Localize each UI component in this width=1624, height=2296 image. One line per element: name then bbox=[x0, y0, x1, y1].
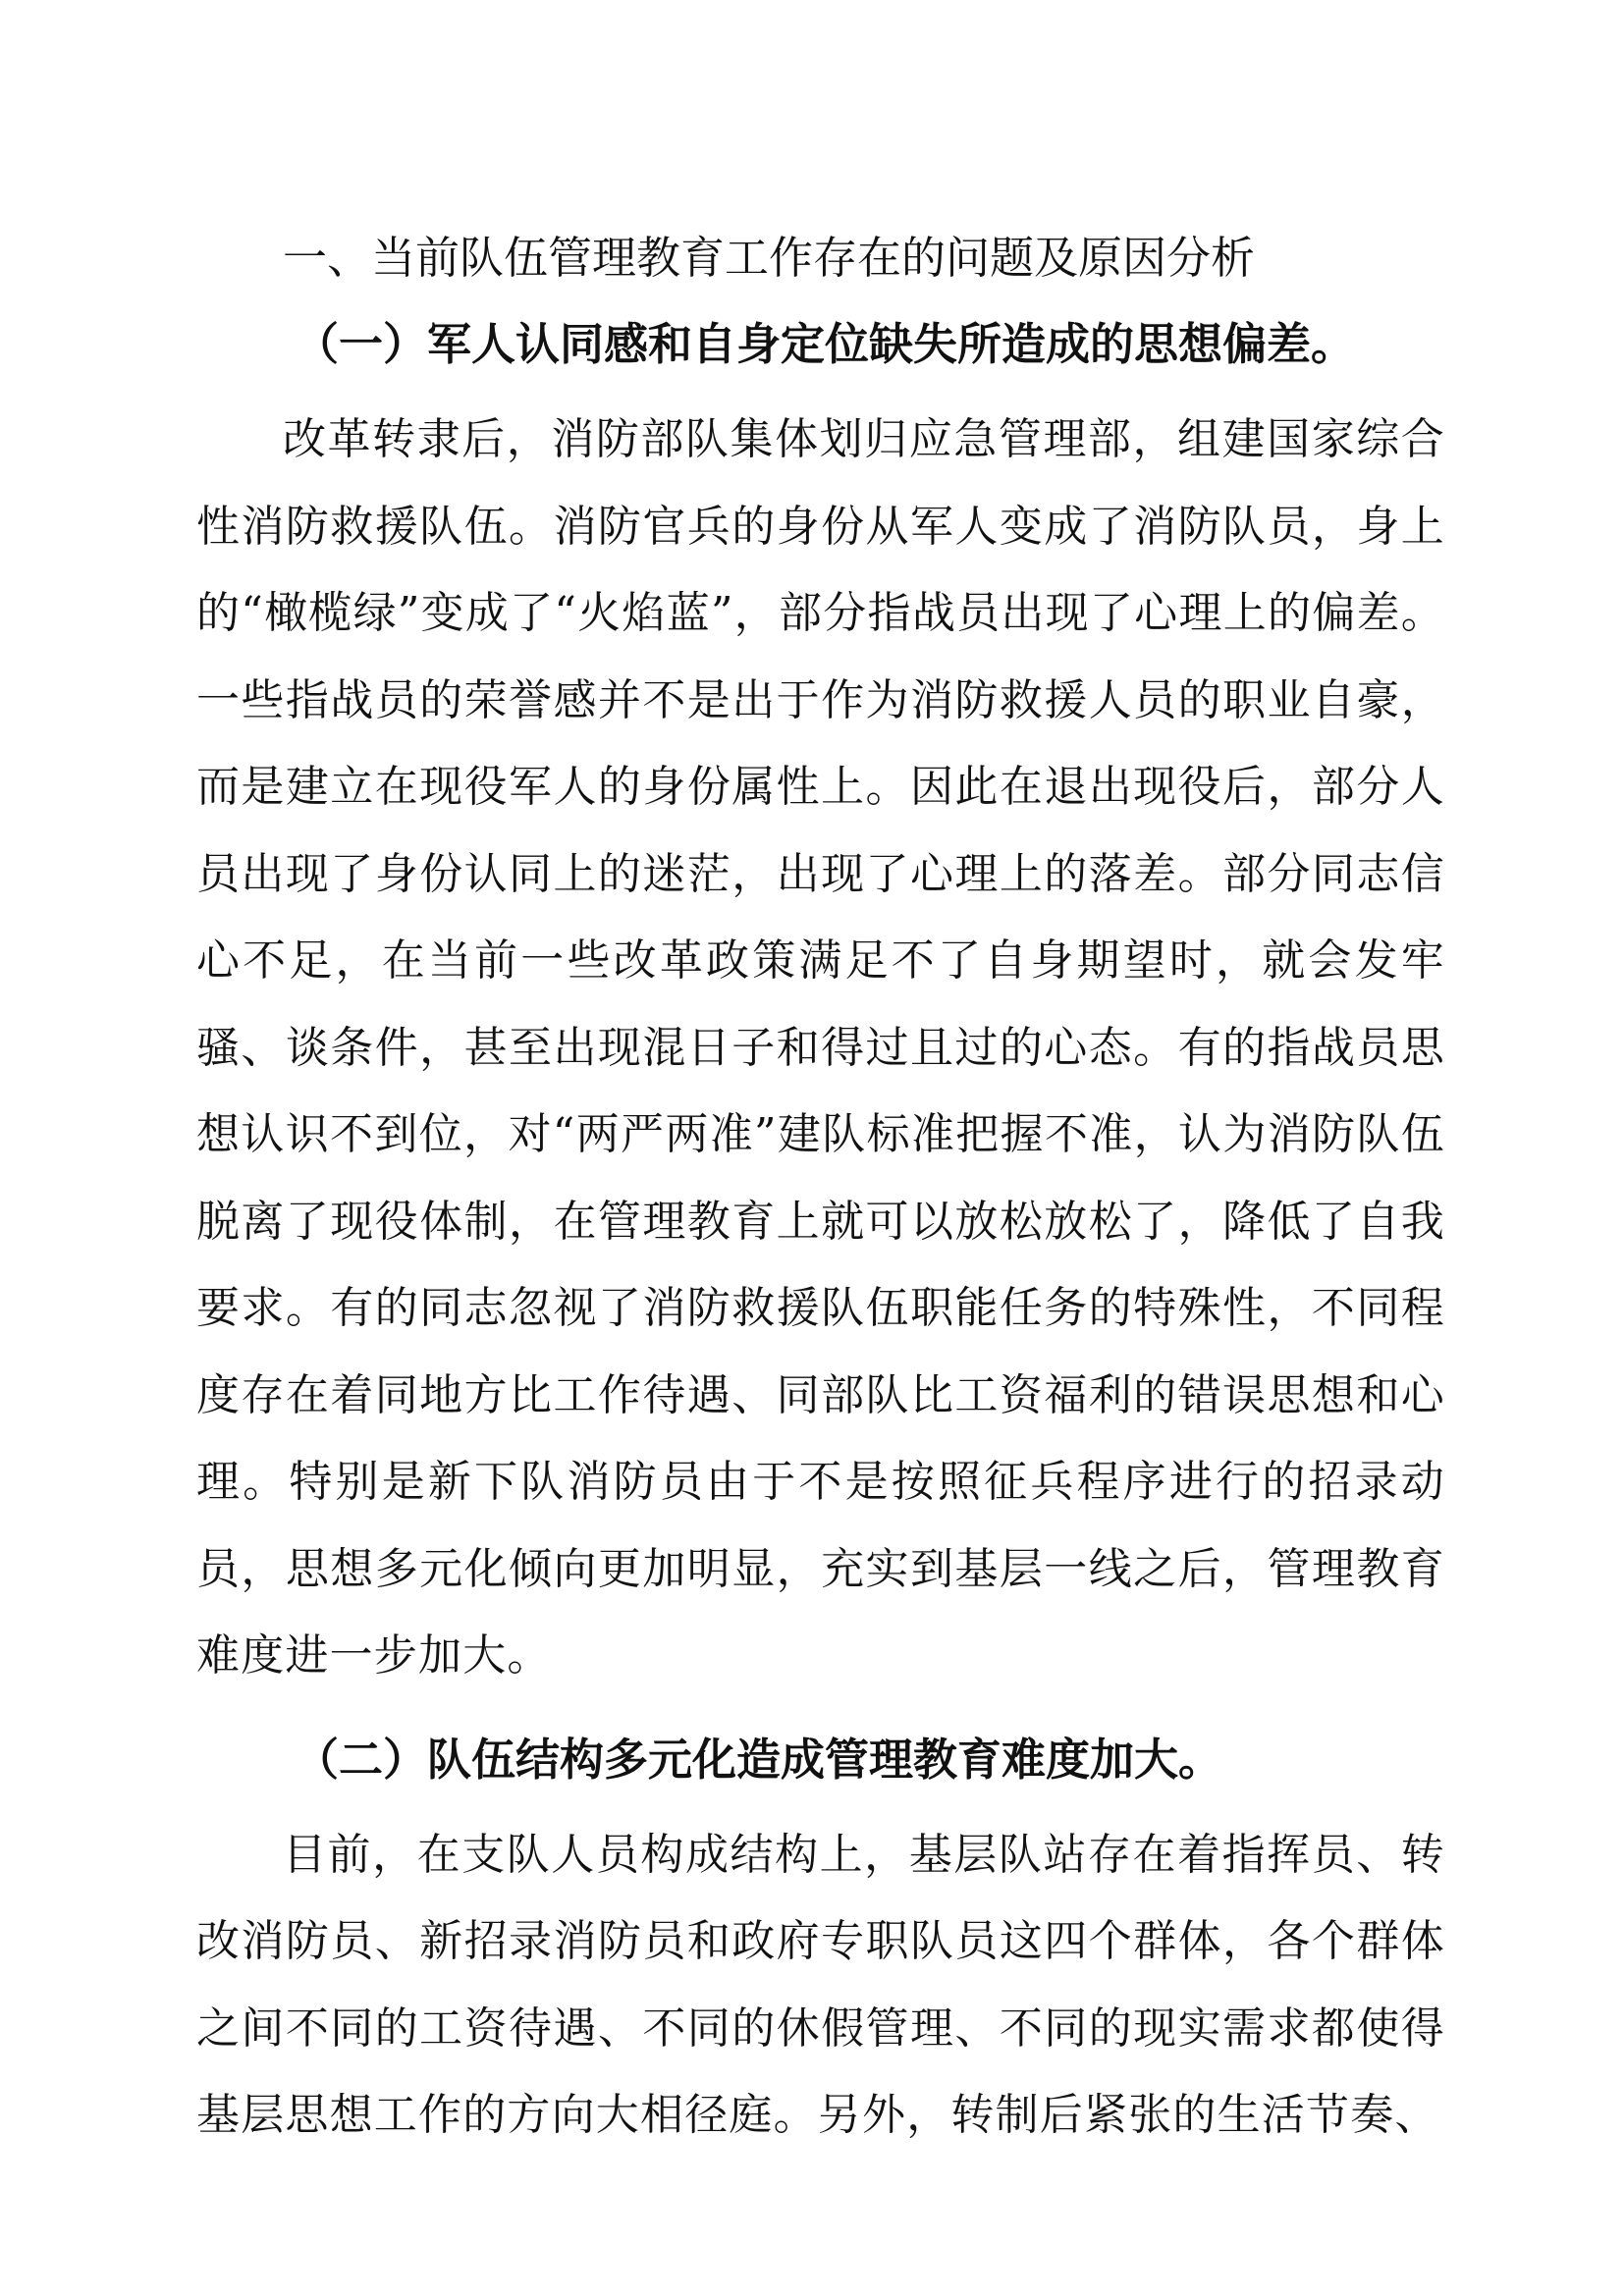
section-1-body: 改革转隶后，消防部队集体划归应急管理部，组建国家综合性消防救援队伍。消防官兵的身份从军人变成了消防队员，身上的“橄榄绿”变成了“火焰蓝”，部分指战员出现了心理上的偏差。一些指战员的荣誉感并不是出于作为消防救援人员的职业自豪，而是建立在现役军人的身份属性上。因此在退出现役后，部分人员出现了身份认同上的迷茫，出现了心理上的落差。部分同志信心不足，在当前一些改革政策满足不了自身期望时，就会发牢骚、谈条件，甚至出现混日子和得过且过的心态。有的指战员思想认识不到位，对“两严两准”建队标准把握不准，认为消防队伍脱离了现役体制，在管理教育上就可以放松放松了，降低了自我要求。有的同志忽视了消防救援队伍职能任务的特殊性，不同程度存在着同地方比工作待遇、同部队比工资福利的错误思想和心理。特别是新下队消防员由于不是按照征兵程序进行的招录动员，思想多元化倾向更加明显，充实到基层一线之后，管理教育难度进一步加大。 bbox=[196, 414, 1445, 1681]
section-1-title: （一）军人认同感和自身定位缺失所造成的思想偏差。 bbox=[295, 318, 1356, 370]
main-heading: 一、当前队伍管理教育工作存在的问题及原因分析 bbox=[283, 232, 1256, 284]
section-2-title: （二）队伍结构多元化造成管理教育难度加大。 bbox=[295, 1733, 1223, 1786]
document-content bbox=[196, 224, 1445, 2185]
section-2-body: 目前，在支队人员构成结构上，基层队站存在着指挥员、转改消防员、新招录消防员和政府专职队员这四个群体，各个群体之间不同的工资待遇、不同的休假管理、不同的现实需求都使得基层思想工作的方向大相径庭。另外，转制后紧张的生活节奏、 bbox=[196, 1829, 1445, 2140]
